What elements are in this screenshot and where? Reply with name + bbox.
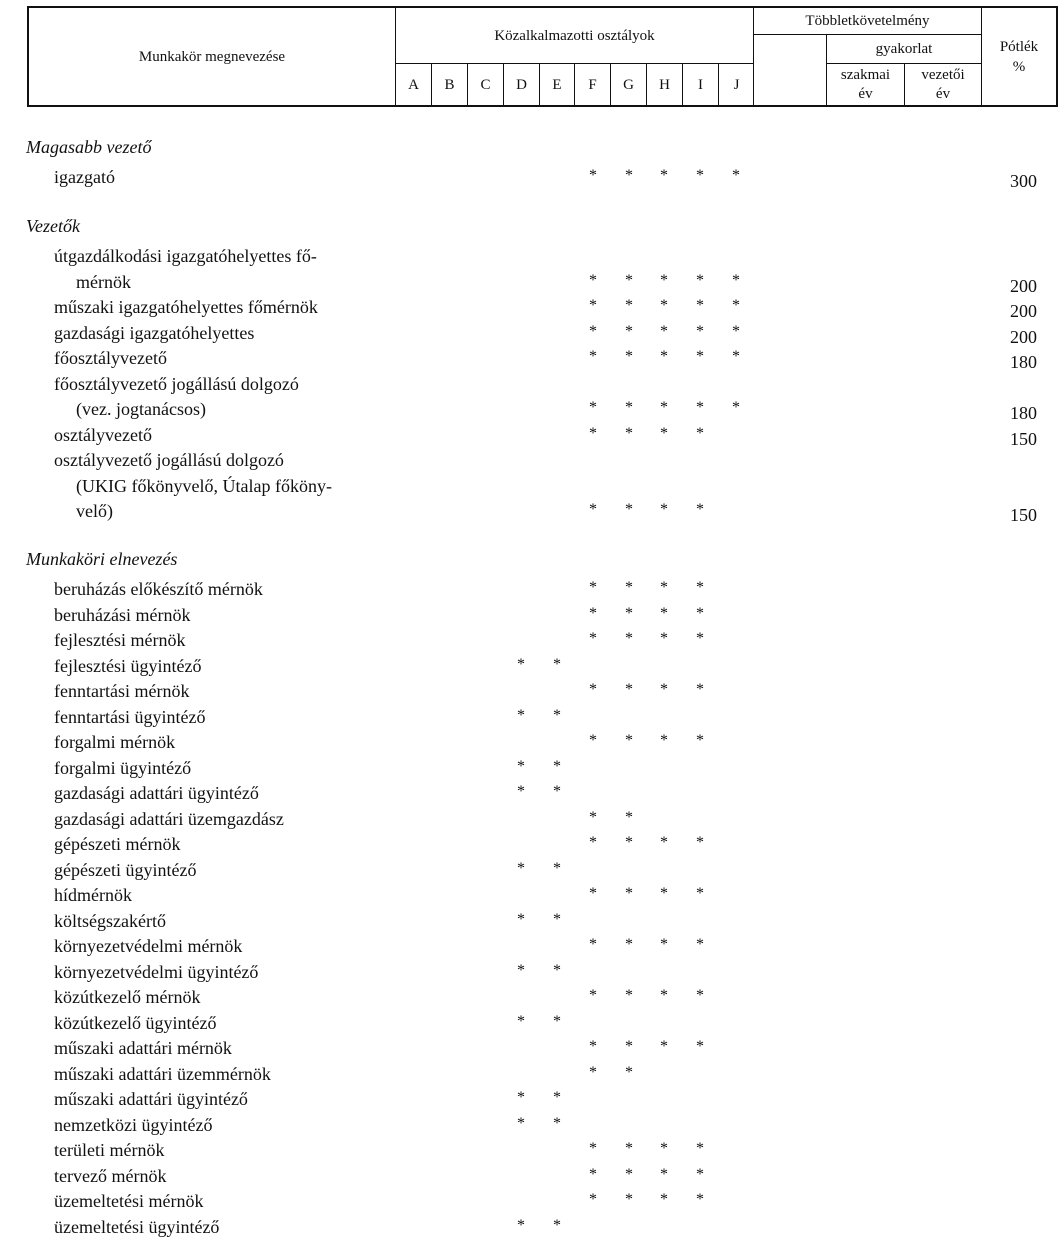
job-title: fenntartási mérnök xyxy=(54,681,190,701)
allowance-value: 180 xyxy=(1010,403,1037,423)
class-mark-i: * xyxy=(696,1140,704,1157)
job-title: környezetvédelmi ügyintéző xyxy=(54,961,259,982)
leader-years-label: vezetői xyxy=(921,66,965,83)
allowance-header xyxy=(982,8,1056,105)
job-title-continuation: velő) xyxy=(76,501,113,521)
class-mark-h: * xyxy=(660,885,668,902)
class-mark-g: * xyxy=(625,885,633,902)
job-title: gépészeti ügyintéző xyxy=(54,859,197,880)
leader-years-header xyxy=(905,64,981,105)
job-title: nemzetközi ügyintéző xyxy=(54,1114,213,1135)
class-mark-f: * xyxy=(589,348,597,365)
professional-years-unit: év xyxy=(858,85,873,102)
class-mark-f: * xyxy=(589,808,597,826)
class-header-g: G xyxy=(623,76,634,93)
class-mark-g: * xyxy=(625,322,633,340)
class-mark-h: * xyxy=(660,271,668,289)
section-heading: Vezetők xyxy=(26,216,80,236)
class-header-h: H xyxy=(659,76,670,93)
job-title: beruházási mérnök xyxy=(54,604,191,625)
allowance-unit: % xyxy=(1012,58,1026,75)
class-mark-i: * xyxy=(696,987,704,1004)
class-mark-i: * xyxy=(696,501,704,518)
class-mark-e: * xyxy=(553,1114,561,1132)
job-title: üzemeltetési mérnök xyxy=(54,1191,204,1211)
class-mark-f: * xyxy=(589,732,597,749)
job-title: osztályvezető jogállású dolgozó xyxy=(54,450,284,470)
class-mark-f: * xyxy=(589,322,597,340)
class-mark-i: * xyxy=(696,936,704,953)
allowance-value: 180 xyxy=(1010,352,1037,372)
class-mark-f: * xyxy=(589,167,597,184)
class-mark-i: * xyxy=(696,834,704,851)
class-mark-e: * xyxy=(553,706,561,724)
class-mark-d: * xyxy=(517,757,525,775)
job-title: környezetvédelmi mérnök xyxy=(54,936,243,956)
classes-column-header: Közalkalmazotti osztályok xyxy=(494,27,655,44)
class-mark-d: * xyxy=(517,859,525,877)
class-mark-f: * xyxy=(589,1191,597,1208)
class-mark-g: * xyxy=(625,579,633,596)
job-title: tervező mérnök xyxy=(54,1165,167,1186)
class-mark-i: * xyxy=(696,1038,704,1055)
class-mark-g: * xyxy=(625,936,633,953)
class-mark-g: * xyxy=(625,1038,633,1055)
class-header-i: I xyxy=(698,76,703,93)
class-mark-f: * xyxy=(589,987,597,1004)
class-mark-f: * xyxy=(589,579,597,596)
class-mark-j: * xyxy=(732,297,740,314)
allowance-value: 300 xyxy=(1010,171,1037,191)
job-title: közútkezelő ügyintéző xyxy=(54,1012,217,1033)
class-mark-g: * xyxy=(625,808,633,826)
class-mark-f: * xyxy=(589,1140,597,1157)
class-mark-e: * xyxy=(553,961,561,979)
class-mark-i: * xyxy=(696,348,704,365)
class-mark-f: * xyxy=(589,501,597,518)
class-mark-i: * xyxy=(696,732,704,749)
class-mark-j: * xyxy=(732,348,740,365)
job-title: műszaki adattári mérnök xyxy=(54,1038,232,1058)
class-mark-e: * xyxy=(553,783,561,800)
allowance-value: 200 xyxy=(1010,275,1037,296)
allowance-label: Pótlék xyxy=(999,38,1039,55)
table-header xyxy=(0,0,1063,110)
class-mark-g: * xyxy=(625,1191,633,1208)
class-mark-i: * xyxy=(696,630,704,647)
class-mark-d: * xyxy=(517,910,525,928)
class-mark-f: * xyxy=(589,936,597,953)
job-title: műszaki igazgatóhelyettes főmérnök xyxy=(54,297,318,317)
class-mark-h: * xyxy=(660,501,668,518)
class-mark-f: * xyxy=(589,630,597,647)
class-mark-i: * xyxy=(696,424,704,442)
class-mark-e: * xyxy=(553,655,561,673)
allowance-value: 150 xyxy=(1010,505,1037,525)
class-mark-d: * xyxy=(517,783,525,800)
class-mark-i: * xyxy=(696,322,704,340)
class-header-j: J xyxy=(733,76,740,93)
class-mark-i: * xyxy=(696,579,704,596)
class-mark-g: * xyxy=(625,987,633,1004)
job-title: műszaki adattári üzemmérnök xyxy=(54,1063,271,1084)
class-mark-h: * xyxy=(660,579,668,596)
class-mark-d: * xyxy=(517,655,525,673)
allowance-value: 150 xyxy=(1010,428,1037,449)
class-mark-e: * xyxy=(553,1216,561,1234)
class-mark-g: * xyxy=(625,167,633,184)
class-mark-f: * xyxy=(589,604,597,622)
class-mark-h: * xyxy=(660,1038,668,1055)
class-mark-g: * xyxy=(625,348,633,365)
class-header-c: C xyxy=(480,76,491,93)
professional-years-label: szakmai xyxy=(840,66,891,83)
class-mark-e: * xyxy=(553,859,561,877)
class-mark-i: * xyxy=(696,399,704,416)
class-mark-h: * xyxy=(660,297,668,314)
job-title: gépészeti mérnök xyxy=(54,834,181,854)
job-title: gazdasági adattári üzemgazdász xyxy=(54,808,284,829)
job-title: fejlesztési mérnök xyxy=(54,630,186,650)
class-mark-d: * xyxy=(517,1114,525,1132)
job-title: beruházás előkészítő mérnök xyxy=(54,579,263,599)
class-mark-f: * xyxy=(589,834,597,851)
job-title: hídmérnök xyxy=(54,885,132,905)
section-heading: Munkaköri elnevezés xyxy=(26,549,178,569)
job-title-continuation: (UKIG főkönyvelő, Útalap főköny- xyxy=(76,475,332,496)
class-mark-h: * xyxy=(660,834,668,851)
class-mark-f: * xyxy=(589,681,597,698)
class-header-d: D xyxy=(516,76,527,93)
job-title: területi mérnök xyxy=(54,1140,165,1160)
class-mark-g: * xyxy=(625,1140,633,1157)
class-mark-i: * xyxy=(696,885,704,902)
class-mark-g: * xyxy=(625,1063,633,1081)
class-mark-i: * xyxy=(696,167,704,184)
job-title: főosztályvezető xyxy=(54,348,167,368)
class-mark-g: * xyxy=(625,424,633,442)
class-mark-f: * xyxy=(589,1038,597,1055)
job-title-continuation: mérnök xyxy=(76,271,131,292)
class-mark-e: * xyxy=(553,1012,561,1030)
class-mark-g: * xyxy=(625,501,633,518)
class-header-f: F xyxy=(588,76,597,93)
class-mark-d: * xyxy=(517,961,525,979)
class-mark-d: * xyxy=(517,1012,525,1030)
class-mark-h: * xyxy=(660,1140,668,1157)
class-mark-i: * xyxy=(696,1165,704,1183)
class-mark-i: * xyxy=(696,604,704,622)
class-mark-e: * xyxy=(553,757,561,775)
class-mark-j: * xyxy=(732,322,740,340)
class-mark-d: * xyxy=(517,706,525,724)
class-mark-h: * xyxy=(660,322,668,340)
class-mark-g: * xyxy=(625,732,633,749)
job-title: közútkezelő mérnök xyxy=(54,987,201,1007)
class-mark-h: * xyxy=(660,167,668,184)
class-mark-h: * xyxy=(660,399,668,416)
class-mark-i: * xyxy=(696,681,704,698)
class-mark-h: * xyxy=(660,1165,668,1183)
class-mark-f: * xyxy=(589,1063,597,1081)
job-title: üzemeltetési ügyintéző xyxy=(54,1216,220,1237)
job-title: költségszakértő xyxy=(54,910,166,931)
job-title: főosztályvezető jogállású dolgozó xyxy=(54,373,299,394)
class-mark-i: * xyxy=(696,271,704,289)
class-mark-i: * xyxy=(696,1191,704,1208)
job-title: osztályvezető xyxy=(54,424,152,445)
class-mark-d: * xyxy=(517,1216,525,1234)
class-mark-f: * xyxy=(589,399,597,416)
job-title: gazdasági igazgatóhelyettes xyxy=(54,322,255,343)
class-mark-h: * xyxy=(660,630,668,647)
class-mark-f: * xyxy=(589,424,597,442)
job-title: forgalmi ügyintéző xyxy=(54,757,192,778)
class-header-a: A xyxy=(408,76,419,93)
job-title: műszaki adattári ügyintéző xyxy=(54,1089,248,1109)
job-title: forgalmi mérnök xyxy=(54,732,176,752)
job-title: útgazdálkodási igazgatóhelyettes fő- xyxy=(54,246,317,266)
job-title: gazdasági adattári ügyintéző xyxy=(54,783,259,803)
class-mark-g: * xyxy=(625,630,633,647)
class-mark-f: * xyxy=(589,297,597,314)
job-title-continuation: (vez. jogtanácsos) xyxy=(76,399,206,419)
class-mark-i: * xyxy=(696,297,704,314)
job-title: fejlesztési ügyintéző xyxy=(54,655,202,676)
class-mark-g: * xyxy=(625,681,633,698)
practice-header: gyakorlat xyxy=(875,41,933,57)
class-mark-d: * xyxy=(517,1089,525,1106)
class-mark-h: * xyxy=(660,732,668,749)
class-header-b: B xyxy=(444,76,455,93)
allowance-value: 200 xyxy=(1010,326,1037,347)
section-heading: Magasabb vezető xyxy=(26,137,152,157)
class-mark-h: * xyxy=(660,987,668,1004)
class-mark-f: * xyxy=(589,271,597,289)
class-mark-h: * xyxy=(660,604,668,622)
extra-requirement-header: Többletkövetelmény xyxy=(805,13,930,29)
class-mark-h: * xyxy=(660,681,668,698)
class-header-e: E xyxy=(552,76,562,93)
job-title: fenntartási ügyintéző xyxy=(54,706,206,727)
class-mark-g: * xyxy=(625,271,633,289)
leader-years-unit: év xyxy=(935,85,951,102)
allowance-value: 200 xyxy=(1010,301,1037,321)
class-mark-f: * xyxy=(589,885,597,902)
class-mark-j: * xyxy=(732,399,740,416)
class-mark-g: * xyxy=(625,1165,633,1183)
class-mark-j: * xyxy=(732,167,740,184)
class-mark-j: * xyxy=(732,271,740,289)
class-mark-g: * xyxy=(625,297,633,314)
class-mark-e: * xyxy=(553,910,561,928)
class-mark-g: * xyxy=(625,834,633,851)
class-mark-h: * xyxy=(660,1191,668,1208)
class-mark-g: * xyxy=(625,399,633,416)
class-mark-h: * xyxy=(660,936,668,953)
class-mark-h: * xyxy=(660,348,668,365)
class-mark-f: * xyxy=(589,1165,597,1183)
class-mark-g: * xyxy=(625,604,633,622)
job-title-column-header: Munkakör megnevezése xyxy=(138,48,286,65)
class-mark-e: * xyxy=(553,1089,561,1106)
job-title: igazgató xyxy=(54,167,115,187)
class-mark-h: * xyxy=(660,424,668,442)
professional-years-header xyxy=(827,64,904,105)
